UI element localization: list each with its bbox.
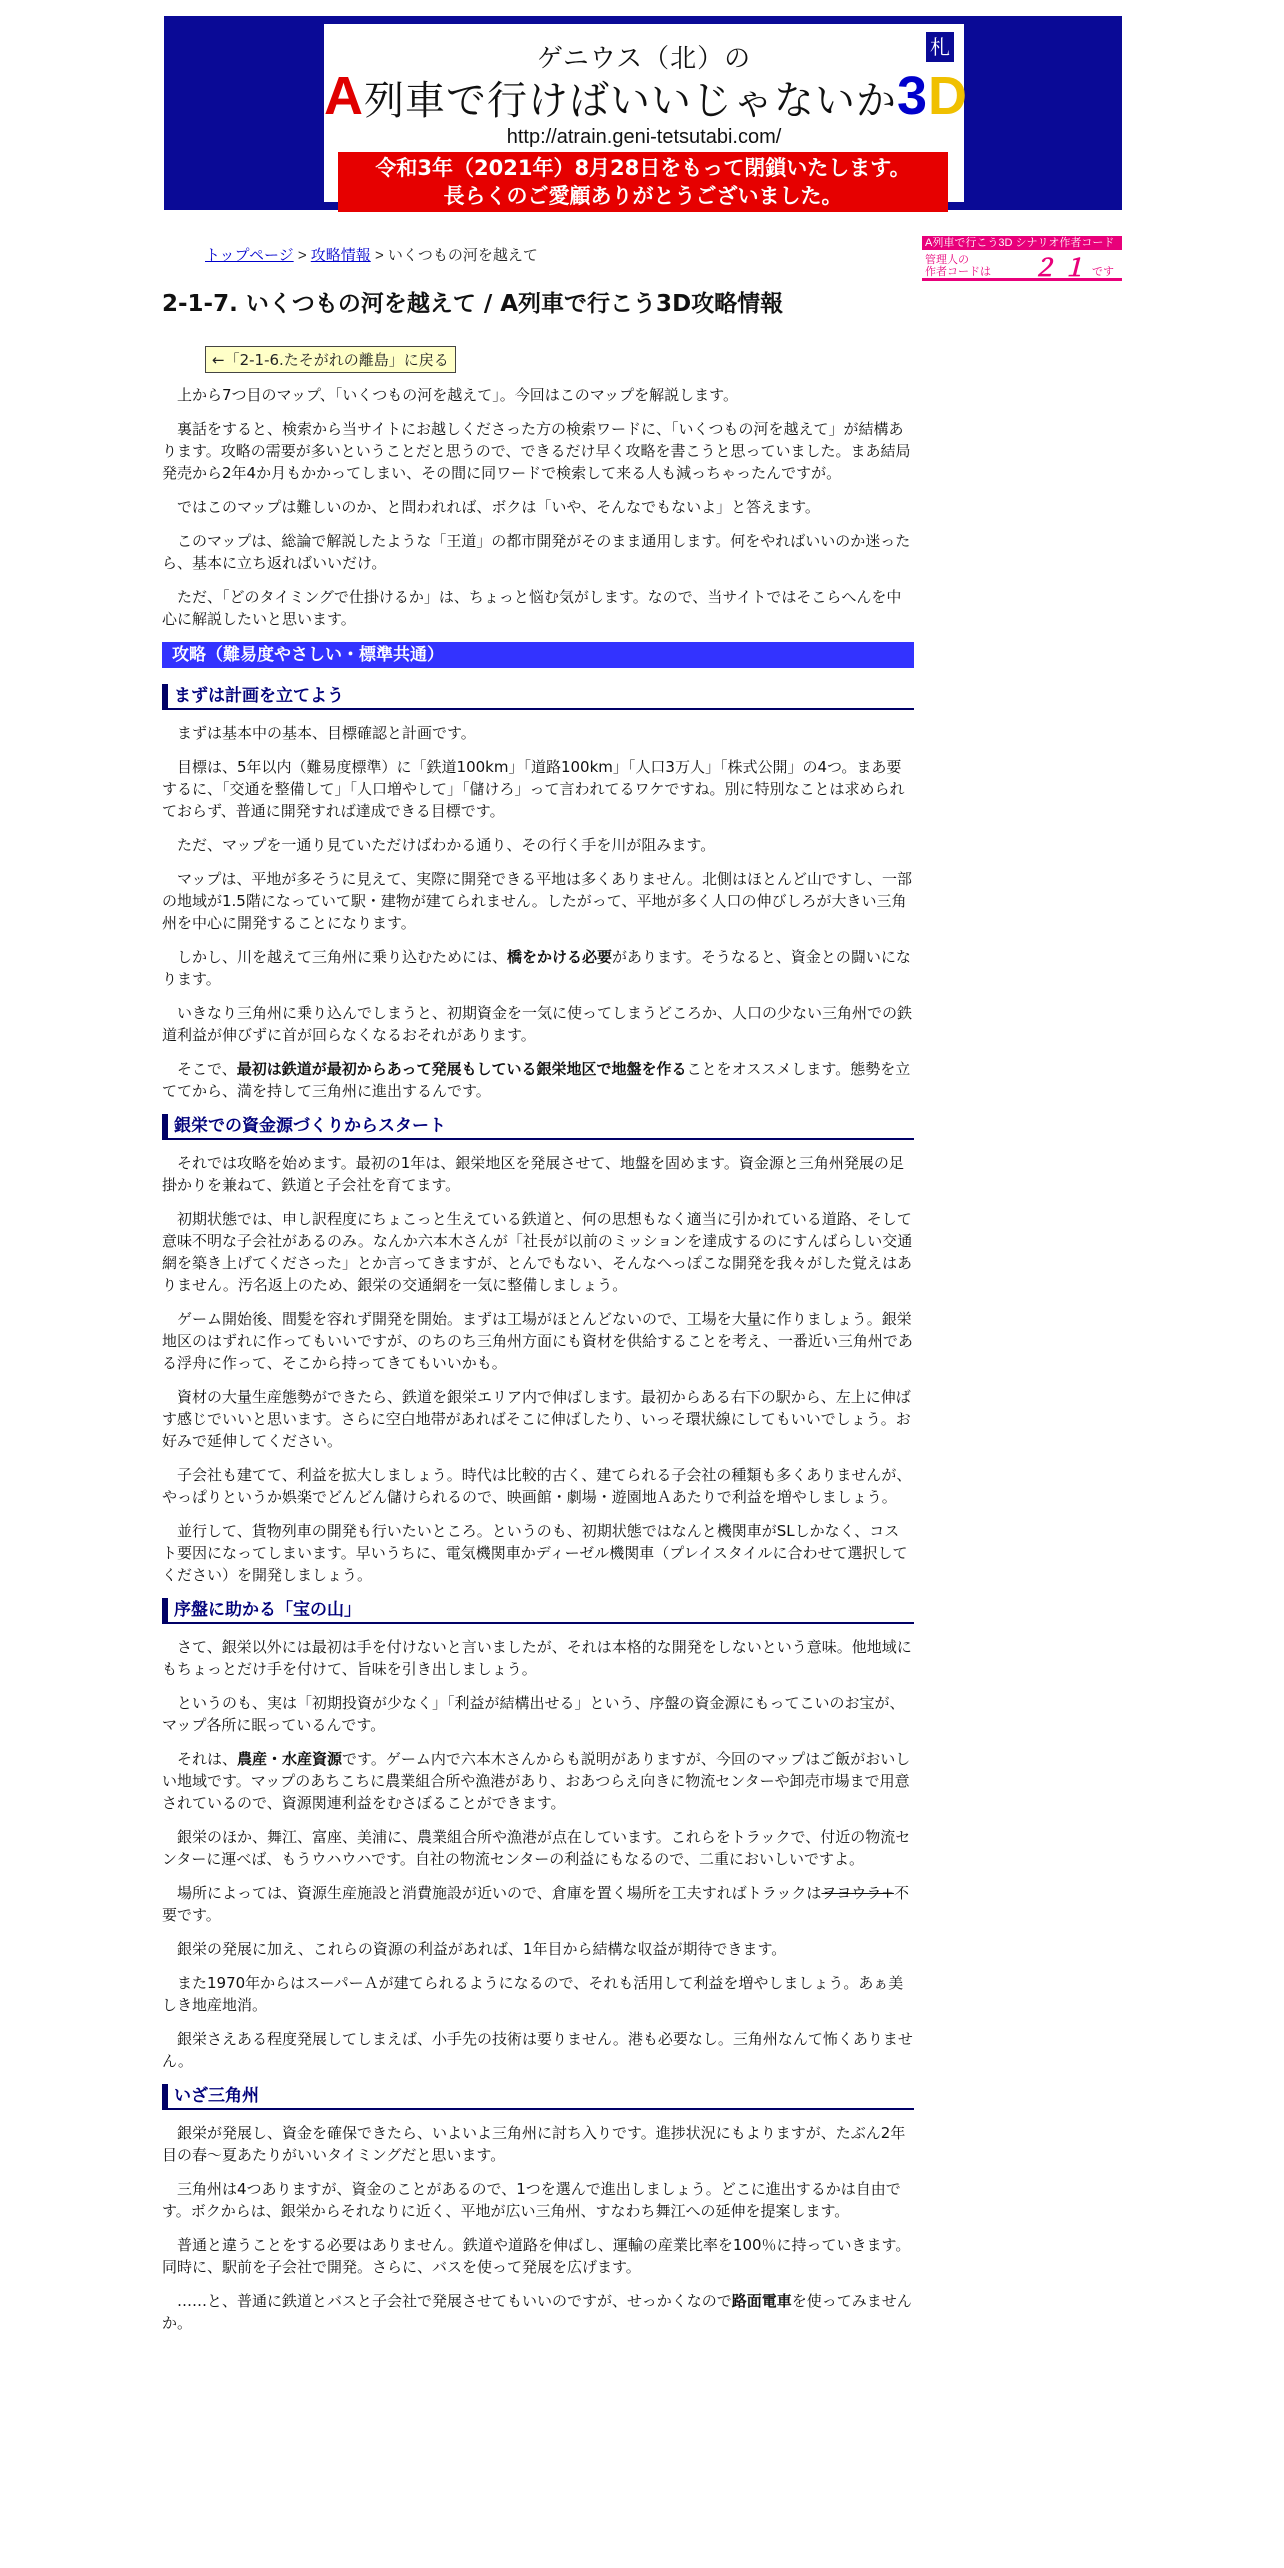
banner-panel (324, 24, 969, 208)
site-title-a: A (324, 66, 364, 126)
closing-notice (338, 152, 948, 212)
subheading-delta: いざ三角州 (162, 2084, 914, 2110)
intro-paragraph: 上から7つ目のマップ、「いくつもの河を越えて」。今回はこのマップを解説します。 (177, 386, 738, 404)
paragraph: さて、銀栄以外には最初は手を付けないと言いましたが、それは本格的な開発をしないという意味。他地域にもちょっとだけ手を付けて、旨味を引き出しましょう。 (162, 1638, 912, 1678)
paragraph (162, 946, 914, 990)
breadcrumb-guide-link[interactable]: 攻略情報 (310, 247, 371, 264)
author-code-box (922, 236, 1122, 281)
paragraph: 銀栄さえある程度発展してしまえば、小手先の技術は要りません。港も必要なし。三角州なんて怖くありません。 (162, 2030, 913, 2070)
site-title-3: 3 (897, 66, 929, 126)
site-title-3d (897, 66, 968, 126)
intro-paragraph: ではこのマップは難しいのか、と問われれば、ボクは「いや、そんなでもないよ」と答えます。 (177, 498, 820, 516)
closing-line-1: 令和3年（2021年）8月28日をもって閉鎖いたします。 (375, 156, 911, 180)
subheading-treasure: 序盤に助かる「宝の山」 (162, 1598, 914, 1624)
paragraph: また1970年からはスーパーＡが建てられるようになるので、それも活用して利益を増やしましょう。あぁ美しき地産地消。 (162, 1974, 904, 2014)
author-code-label-1: 管理人の (925, 254, 969, 266)
author-code-label-2: 作者コードは (925, 266, 991, 278)
text-run: 場所によっては、資源生産施設と消費施設が近いので、倉庫を置く場所を工夫すればトラックは (177, 1884, 822, 1902)
breadcrumb-separator: > (293, 247, 311, 264)
sapporo-badge: 札 (926, 32, 954, 62)
paragraph: 銀栄が発展し、資金を確保できたら、いよいよ三角州に討ち入りです。進捗状況にもよりますが、たぶん2年目の春～夏あたりがいいタイミングだと思います。 (162, 2124, 906, 2164)
struck-text: ヲヨウラ+ (821, 1884, 894, 1902)
paragraph: 資材の大量生産態勢ができたら、鉄道を銀栄エリア内で伸ばします。最初からある右下の駅から、左上に伸ばす感じでいいと思います。さらに空白地帯があればそこに伸ばしたり、いっそ環状線にしてもいいでしょう。お好みで延伸してください。 (162, 1388, 911, 1450)
text-run: 不要です。 (162, 1884, 909, 1924)
site-title-mid: 列車で行けばいいじゃないか (364, 78, 897, 124)
paragraph: それでは攻略を始めます。最初の1年は、銀栄地区を発展させて、地盤を固めます。資金源と三角州発展の足掛かりを兼ねて、鉄道と子会社を育てます。 (162, 1154, 904, 1194)
paragraph: マップは、平地が多そうに見えて、実際に開発できる平地は多くありません。北側はほとんど山ですし、一部の地域が1.5階になっていて駅・建物が建てられません。したがって、平地が多く人口の伸びしろが大きい三角州を中心に開発することになります。 (162, 870, 913, 932)
author-code-header: A列車で行こう3D シナリオ作者コード (922, 236, 1122, 250)
article-body (162, 384, 914, 2346)
breadcrumb-separator: > (370, 247, 388, 264)
emphasis: 最初は鉄道が最初からあって発展もしている銀栄地区で地盤を作る (236, 1060, 687, 1078)
paragraph: ただ、マップを一通り見ていただけばわかる通り、その行く手を川が阻みます。 (177, 836, 716, 854)
page-title: 2-1-7. いくつもの河を越えて / A列車で行こう3D攻略情報 (162, 291, 784, 317)
author-code-suffix: です (1092, 266, 1114, 278)
paragraph: いきなり三角州に乗り込んでしまうと、初期資金を一気に使ってしまうどころか、人口の少ない三角州での鉄道利益が伸びずに首が回らなくなるおそれがあります。 (162, 1004, 913, 1044)
paragraph: 子会社も建てて、利益を拡大しましょう。時代は比較的古く、建てられる子会社の種類も多くありませんが、やっぱりというか娯楽でどんどん儲けられるので、映画館・劇場・遊園地Ａあたりで利益を増やしましょう。 (162, 1466, 912, 1506)
emphasis: 橋をかける必要 (507, 948, 613, 966)
text-run: を使ってみませんか。 (162, 2292, 912, 2332)
paragraph: 普通と違うことをする必要はありません。鉄道や道路を伸ばし、運輸の産業比率を100％に持っていきます。同時に、駅前を子会社で開発。さらに、バスを使って発展を広げます。 (162, 2236, 911, 2276)
intro-paragraph: 裏話をすると、検索から当サイトにお越しくださった方の検索ワードに、「いくつもの河を越えて」が結構あります。攻略の需要が多いということだと思うので、できるだけ早く攻略を書こうと思っていました。まあ結局発売から2年4か月もかかってしまい、その間に同ワードで検索して来る人も減っちゃったんですが。 (162, 420, 911, 482)
text-run: しかし、川を越えて三角州に乗り込むためには、 (177, 948, 508, 966)
paragraph: 銀栄の発展に加え、これらの資源の利益があれば、1年目から結構な収益が期待できます。 (177, 1940, 787, 1958)
breadcrumb-current: いくつもの河を越えて (387, 247, 538, 264)
emphasis: 路面電車 (731, 2292, 792, 2310)
site-url: http://atrain.geni-tetsutabi.com/ (506, 126, 782, 148)
site-owner: ゲニウス（北）の (536, 44, 752, 74)
paragraph: というのも、実は「初期投資が少なく」「利益が結構出せる」という、序盤の資金源にもってこいのお宝が、マップ各所に眠っているんです。 (162, 1694, 905, 1734)
text-run: があります。そうなると、資金との闘いになります。 (162, 948, 911, 988)
paragraph: まずは基本中の基本、目標確認と計画です。 (177, 724, 476, 742)
text-run: です。ゲーム内で六本木さんからも説明がありますが、今回のマップはご飯がおいしい地域です。マップのあちこちに農業組合所や漁港があり、おあつらえ向きに物流センターや卸売市場まで用意されているので、資源関連利益をむさぼることができます。 (162, 1750, 911, 1812)
text-run: ……と、普通に鉄道とバスと子会社で発展させてもいいのですが、せっかくなので (177, 2292, 732, 2310)
section-heading-strategy: 攻略（難易度やさしい・標準共通） (162, 642, 914, 668)
paragraph: ゲーム開始後、間髪を容れず開発を開始。まずは工場がほとんどないので、工場を大量に作りましょう。銀栄地区のはずれに作ってもいいですが、のちのち三角州方面にも資材を供給することを考え、一番近い三角州である浮舟に作って、そこから持ってきてもいいかも。 (162, 1310, 913, 1372)
paragraph (162, 1058, 914, 1102)
intro-paragraph: このマップは、総論で解説したような「王道」の都市開発がそのまま通用します。何をやればいいのか迷ったら、基本に立ち返ればいいだけ。 (162, 532, 911, 572)
site-title (324, 66, 969, 129)
intro-paragraph: ただ、「どのタイミングで仕掛けるか」は、ちょっと悩む気がします。なので、当サイトではそこらへんを中心に解説したいと思います。 (162, 588, 902, 628)
breadcrumb-top-link[interactable]: トップページ (205, 247, 294, 264)
text-run: それは、 (177, 1750, 238, 1768)
author-code-value: ２１ (1032, 255, 1092, 282)
emphasis: 農産・水産資源 (237, 1750, 343, 1768)
text-run: そこで、 (177, 1060, 237, 1078)
paragraph (162, 1882, 914, 1926)
subheading-plan: まずは計画を立てよう (162, 684, 914, 710)
site-title-d: D (928, 66, 969, 126)
back-link[interactable]: ←「2-1-6.たそがれの離島」に戻る (205, 346, 456, 373)
closing-line-2: 長らくのご愛顧ありがとうございました。 (443, 184, 843, 208)
paragraph: 並行して、貨物列車の開発も行いたいところ。というのも、初期状態ではなんと機関車がSLしかなく、コスト要因になってしまいます。早いうちに、電気機関車かディーゼル機関車（プレイスタイルに合わせて選択してください）を開発しましょう。 (162, 1522, 908, 1584)
paragraph: 目標は、5年以内（難易度標準）に「鉄道100km」「道路100km」「人口3万人」「株式公開」の4つ。まあ要するに、「交通を整備して」「人口増やして」「儲けろ」って言われてるワケですね。別に特別なことは求められておらず、普通に開発すれば達成できる目標です。 (162, 758, 905, 820)
subheading-funds: 銀栄での資金源づくりからスタート (162, 1114, 914, 1140)
site-banner[interactable] (164, 16, 1122, 210)
paragraph: 三角州は4つありますが、資金のことがあるので、1つを選んで進出しましょう。どこに進出するかは自由です。ボクからは、銀栄からそれなりに近く、平地が広い三角州、すなわち舞江への延伸を提案します。 (162, 2180, 901, 2220)
paragraph: 銀栄のほか、舞江、富座、美浦に、農業組合所や漁港が点在しています。これらをトラックで、付近の物流センターに運べば、もうウハウハです。自社の物流センターの利益にもなるので、二重においしいですよ。 (162, 1828, 911, 1868)
text-run: ことをオススメします。態勢を立ててから、満を持して三角州に進出するんです。 (162, 1060, 911, 1100)
paragraph: 初期状態では、申し訳程度にちょこっと生えている鉄道と、何の思想もなく適当に引かれている道路、そして意味不明な子会社があるのみ。なんか六本木さんが「社長が以前のミッションを達成するのにすんばらしい交通網を築き上げてくださった」とか言ってきますが、とんでもない、そんなへっぽこな開発を我々がした覚えはありません。汚名返上のため、銀栄の交通網を一気に整備しましょう。 (162, 1210, 913, 1294)
breadcrumb (205, 244, 538, 265)
paragraph (162, 2290, 914, 2334)
paragraph (162, 1748, 914, 1814)
